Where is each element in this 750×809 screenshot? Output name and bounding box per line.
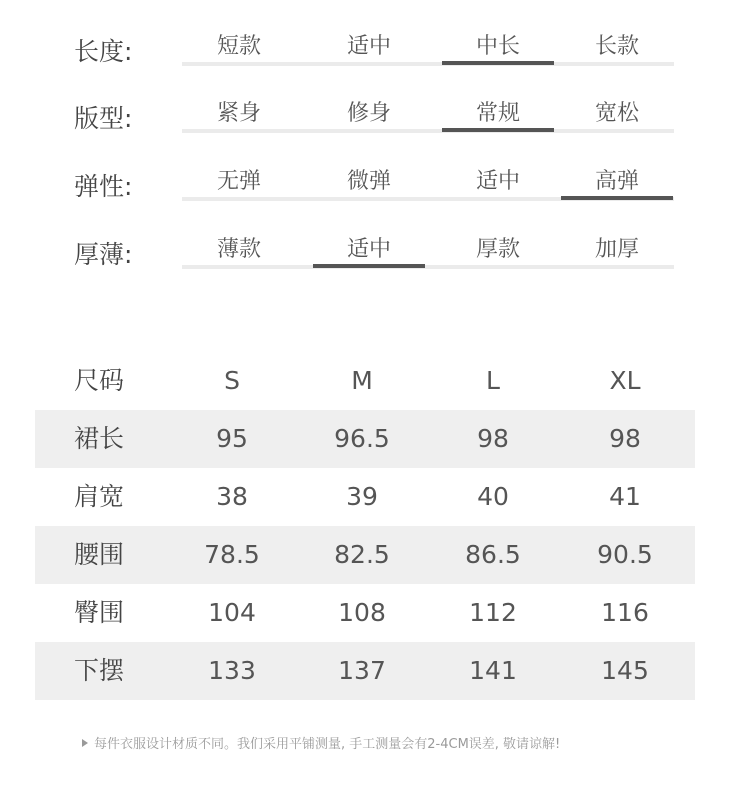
table-header-cell: L [486,366,500,395]
table-cell: 39 [346,482,378,511]
note-text: 每件衣服设计材质不同。我们采用平铺测量, 手工测量会有2-4CM误差, 敬请谅解! [94,737,561,752]
table-cell: 90.5 [597,540,653,569]
table-row [35,526,695,584]
table-cell: 98 [609,424,641,453]
attr-row-elasticity [0,135,750,203]
attr-option[interactable]: 中长 [475,34,520,59]
table-cell: 116 [601,598,649,627]
attr-label: 厚薄: [74,240,133,269]
table-row-label: 肩宽 [74,482,125,511]
table-row [35,410,695,468]
table-cell: 108 [338,598,386,627]
attr-label: 版型: [74,104,133,133]
table-cell: 133 [208,656,256,685]
table-cell: 96.5 [334,424,390,453]
attr-option[interactable]: 修身 [346,101,391,126]
table-row [35,642,695,700]
attr-option[interactable]: 宽松 [594,101,639,126]
attr-option[interactable]: 薄款 [216,237,261,262]
attr-option[interactable]: 短款 [216,34,261,59]
table-row [35,584,695,642]
attr-track [182,129,674,133]
attr-row-fit [0,67,750,135]
table-row [35,468,695,526]
attr-track [182,265,674,269]
table-cell: 38 [216,482,248,511]
attr-option[interactable]: 适中 [475,169,520,194]
table-header-cell: M [351,366,373,395]
attr-option[interactable]: 紧身 [216,101,261,126]
attr-option[interactable]: 高弹 [594,169,639,194]
attr-track [182,62,674,66]
table-cell: 98 [477,424,509,453]
attr-option[interactable]: 无弹 [216,169,261,194]
table-cell: 104 [208,598,256,627]
size-table [35,352,695,700]
attr-label: 长度: [74,37,133,66]
measurement-note [82,733,560,752]
table-cell: 141 [469,656,517,685]
table-header-cell: S [224,366,240,395]
table-cell: 78.5 [204,540,260,569]
table-row-label: 下摆 [74,656,125,685]
attr-option[interactable]: 常规 [475,101,520,126]
attr-option[interactable]: 加厚 [594,237,639,262]
table-cell: 40 [477,482,509,511]
triangle-right-icon [82,739,88,747]
attr-option[interactable]: 长款 [594,34,639,59]
table-header-cell: XL [609,366,641,395]
attr-option[interactable]: 适中 [346,34,391,59]
attr-option[interactable]: 厚款 [475,237,520,262]
table-row-label: 腰围 [74,540,125,569]
attr-row-thickness [0,203,750,271]
table-cell: 112 [469,598,517,627]
table-row-label: 裙长 [74,424,125,453]
attr-row-length [0,0,750,68]
table-cell: 82.5 [334,540,390,569]
attr-selected-indicator [442,128,554,132]
attr-selected-indicator [313,264,425,268]
table-cell: 137 [338,656,386,685]
attr-option[interactable]: 微弹 [346,169,391,194]
table-cell: 95 [216,424,248,453]
table-header-cell: 尺码 [74,366,125,395]
table-cell: 86.5 [465,540,521,569]
table-cell: 41 [609,482,641,511]
attr-selected-indicator [442,61,554,65]
attr-option[interactable]: 适中 [346,237,391,262]
attr-label: 弹性: [74,172,133,201]
table-cell: 145 [601,656,649,685]
attr-selected-indicator [561,196,673,200]
table-row-label: 臀围 [74,598,125,627]
table-header-row [35,352,695,410]
